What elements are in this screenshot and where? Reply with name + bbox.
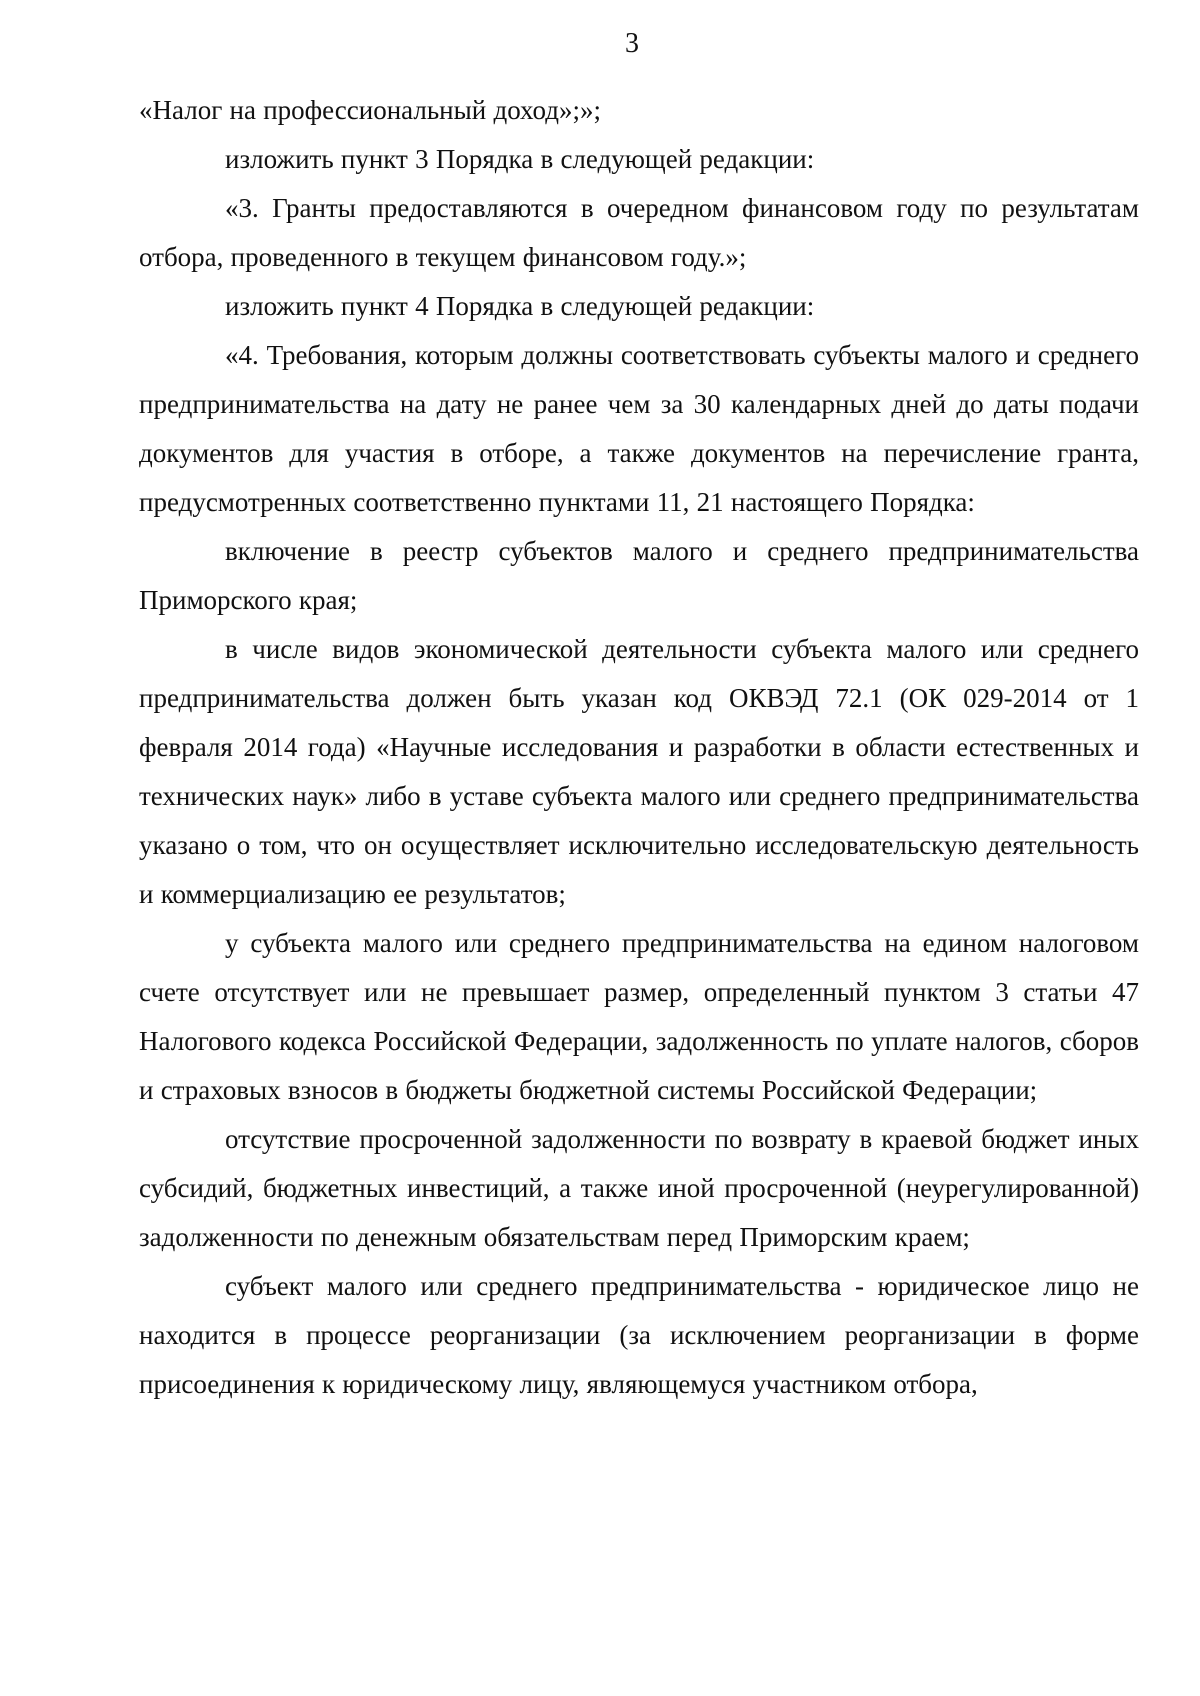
page-number: 3 <box>625 28 639 59</box>
paragraph-registry-inclusion: включение в реестр субъектов малого и среднего предпринимательства Приморского края; <box>139 536 1139 615</box>
paragraph-overdue-debt: отсутствие просроченной задолженности по возврату в краевой бюджет иных субсидий, бюджетных инвестиций, а также иной просроченной (неурегулированной) задолженности по денежным обязательствам перед Приморским краем; <box>139 1124 1139 1252</box>
paragraph-point-4-requirements: «4. Требования, которым должны соответствовать субъекты малого и среднего предпринимательства на дату не ранее чем за 30 календарных дней до даты подачи документов для участия в отборе, а также документов на перечисление гранта, предусмотренных соответственно пунктами 11, 21 настоящего Порядка: <box>139 340 1139 517</box>
paragraph-point-3-text: «3. Гранты предоставляются в очередном финансовом году по результатам отбора, проведенного в текущем финансовом году.»; <box>139 193 1139 272</box>
paragraph-tax-debt: у субъекта малого или среднего предпринимательства на едином налоговом счете отсутствует или не превышает размер, определенный пунктом 3 статьи 47 Налогового кодекса Российской Федерации, задолженность по уплате налогов, сборов и страховых взносов в бюджеты бюджетной системы Российской Федерации; <box>139 928 1139 1105</box>
paragraph-reorganization: субъект малого или среднего предпринимательства - юридическое лицо не находится в процессе реорганизации (за исключением реорганизации в форме присоединения к юридическому лицу, являющемуся участником отбора, <box>139 1271 1139 1399</box>
document-body <box>139 86 1139 1409</box>
paragraph-okved-code: в числе видов экономической деятельности субъекта малого или среднего предпринимательства должен быть указан код ОКВЭД 72.1 (ОК 029-2014 от 1 февраля 2014 года) «Научные исследования и разработки в области естественных и технических наук» либо в уставе субъекта малого или среднего предпринимательства указано о том, что он осуществляет исключительно исследовательскую деятельность и коммерциализацию ее результатов; <box>139 634 1139 909</box>
paragraph-amend-point-3: изложить пункт 3 Порядка в следующей редакции: <box>225 144 815 174</box>
paragraph-tax-name-continuation: «Налог на профессиональный доход»;»; <box>139 95 601 125</box>
paragraph-amend-point-4: изложить пункт 4 Порядка в следующей редакции: <box>225 291 815 321</box>
